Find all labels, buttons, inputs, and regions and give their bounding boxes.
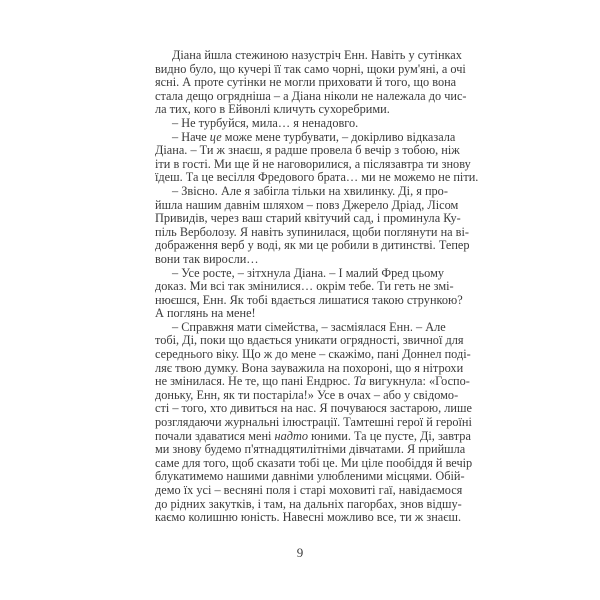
text-span: демо їх усі – весняні поля і старі моховиті гаї, навідаємося bbox=[155, 483, 463, 497]
text-span: – Не турбуйся, мила… я ненадовго. bbox=[172, 115, 359, 130]
text-span: – Звісно. Але я забігла тільки на хвилинку. Ді, я про- bbox=[172, 183, 448, 198]
text-span: ла тих, кого в Ейвонлі кличуть сухоребрими. bbox=[155, 102, 390, 117]
text-span: дображення верб у воді, як ми це робили в дитинстві. Тепер bbox=[155, 238, 470, 253]
text-span: стала дещо огрядніша – а Діана ніколи не належала до чис- bbox=[155, 88, 467, 103]
text-span: їдеш. Та це весілля Фредового брата… ми не можемо не піти. bbox=[155, 170, 479, 185]
text-span: піль Верболозу. Я навіть зупинилася, щоби поглянути на ві- bbox=[155, 224, 469, 239]
text-line bbox=[155, 401, 472, 416]
text-span: середнього віку. Що ж до мене – скажімо, пані Доннел поді- bbox=[155, 347, 471, 362]
text-line bbox=[155, 61, 466, 77]
text-span: – Справжня мати сімейства, – засміялася Енн. – Але bbox=[172, 319, 446, 334]
text-line bbox=[155, 267, 444, 281]
text-span: може мене турбувати, – докірливо відказала bbox=[221, 129, 456, 144]
page-body-text bbox=[155, 48, 479, 525]
text-span: видно було, що кучері її так само чорні, щоки рум'яні, а очі bbox=[155, 61, 466, 76]
text-line bbox=[155, 428, 471, 444]
text-span: вигукнула: «Госпо- bbox=[366, 374, 470, 389]
text-span: тобі, Ді, поки що вдається уникати огрядності, звичної для bbox=[155, 333, 464, 348]
text-line bbox=[155, 170, 479, 185]
text-span: блукатимемо нашими давніми улюбленими місцями. Обій- bbox=[155, 469, 465, 484]
text-line bbox=[155, 360, 464, 376]
text-span: розглядаючи журнальні ілюстрації. Тамтешні герої й героїні bbox=[155, 415, 472, 430]
text-line bbox=[155, 253, 444, 267]
text-span: Діана йшла стежиною назустріч Енн. Навіть у сутінках bbox=[172, 48, 462, 62]
text-span: вони так виросли… bbox=[155, 251, 259, 266]
text-line bbox=[155, 387, 459, 403]
italic-emphasis: надто bbox=[274, 428, 309, 443]
text-span: почали здаватися мені bbox=[155, 428, 275, 443]
text-line bbox=[155, 496, 462, 512]
italic-emphasis: це bbox=[209, 129, 222, 144]
text-line bbox=[155, 48, 462, 63]
text-span: ясні. А проте сутінки не могли приховати й того, що вона bbox=[155, 75, 457, 90]
text-line bbox=[155, 103, 444, 117]
text-line bbox=[155, 75, 457, 90]
text-span: ляє твою думку. Вона зауважила на похороні, що я нітрохи bbox=[155, 360, 464, 375]
text-span: саме для того, щоб сказати тобі це. Ми ціле пообіддя й вечір bbox=[155, 455, 473, 470]
text-line bbox=[155, 117, 444, 131]
text-span: до рідних закутків, і там, на дальніх пагорбах, знов відшу- bbox=[155, 496, 462, 511]
text-line bbox=[155, 307, 444, 321]
text-line bbox=[155, 321, 444, 335]
text-span: – Наче bbox=[172, 129, 210, 144]
text-line bbox=[155, 183, 448, 199]
text-span: не змінилася. Не те, що пані Ендрюс. bbox=[155, 374, 354, 389]
text-line bbox=[155, 224, 469, 240]
text-line bbox=[155, 156, 471, 172]
text-line bbox=[155, 143, 460, 158]
page-number: 9 bbox=[296, 545, 304, 560]
text-line bbox=[155, 415, 472, 430]
text-span: доказ. Ми всі так змінилися… окрім тебе. Ти геть не змі- bbox=[155, 279, 454, 294]
text-line bbox=[155, 88, 467, 104]
text-span: ми знову будемо п'ятнадцятилітніми дівчатами. Я прийшла bbox=[155, 442, 466, 457]
text-span: нюєшся, Енн. Як тобі вдається лишатися такою стрункою? bbox=[155, 292, 463, 307]
text-line bbox=[155, 129, 456, 145]
text-span: йшла нашим давнім шляхом – повз Джерело Дріад, Лісом bbox=[155, 197, 459, 212]
text-line bbox=[155, 197, 459, 213]
text-line bbox=[155, 469, 465, 484]
text-line bbox=[155, 292, 463, 308]
italic-emphasis: Та bbox=[353, 374, 367, 389]
text-line bbox=[155, 510, 462, 525]
text-span: сті – того, хто дивиться на нас. Я почуваюся застарою, лише bbox=[155, 401, 472, 416]
text-span: каємо колишню юність. Навесні можливо все, ти ж знаєш. bbox=[155, 510, 462, 525]
text-line bbox=[155, 347, 471, 362]
text-line bbox=[155, 455, 473, 471]
text-line bbox=[155, 442, 466, 457]
text-span: юними. Та це пусте, Ді, завтра bbox=[308, 428, 471, 443]
text-line bbox=[155, 333, 464, 348]
text-line bbox=[155, 279, 454, 294]
text-span: – Усе росте, – зітхнула Діана. – І малий Фред цьому bbox=[172, 265, 444, 280]
text-span: Діана. – Ти ж знаєш, я радше провела б вечір з тобою, ніж bbox=[155, 143, 460, 158]
text-line bbox=[155, 483, 463, 498]
text-span: іти в гості. Ми ще й не наговорилися, а післязавтра ти знову bbox=[155, 156, 471, 171]
text-span: Привидів, через ваш старий квітучий сад, і проминула Ку- bbox=[155, 211, 461, 226]
text-line bbox=[155, 211, 461, 226]
text-line bbox=[155, 238, 470, 253]
text-line bbox=[155, 374, 470, 389]
text-span: доньку, Енн, як ти постаріла!» Усе в очах – або у свідомо- bbox=[155, 387, 459, 402]
text-span: А поглянь на мене! bbox=[155, 306, 256, 321]
